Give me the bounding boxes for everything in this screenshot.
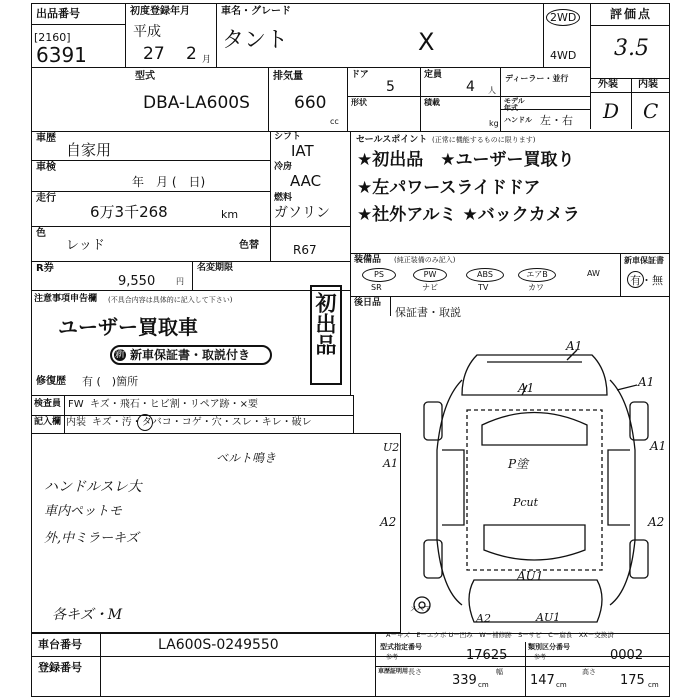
- equip-abs: ABS: [466, 268, 504, 282]
- grid-line: [350, 131, 351, 396]
- displacement-label: 排気量: [273, 71, 303, 82]
- inspection-fields: 年 月 ( 日): [132, 175, 206, 189]
- after-items-label: 後日品: [354, 298, 382, 308]
- warranty-badge: [110, 345, 272, 365]
- recycle-label: R券: [36, 263, 54, 274]
- selling-points-note: (正常に機能するものに限ります): [432, 136, 536, 144]
- notes-main: ユーザー買取車: [58, 315, 198, 339]
- inspector-label-bottom: 記入欄: [34, 417, 62, 427]
- after-items: 保証書・取説: [395, 306, 461, 319]
- length-value: 339: [452, 673, 477, 688]
- length-label: 長さ: [408, 668, 422, 676]
- history-label: 車歴: [36, 133, 56, 144]
- shift-value: IAT: [291, 142, 314, 160]
- inspector-label-top: 検査員: [34, 399, 62, 409]
- month-unit: 月: [202, 55, 212, 65]
- grade: X: [418, 28, 435, 56]
- lot-no-label: 出品番号: [36, 7, 80, 20]
- notes-label: 注意事項申告欄: [34, 294, 98, 304]
- displacement-value: 660: [294, 93, 327, 113]
- equip-sr: SR: [371, 283, 382, 292]
- damage-mark: A2: [380, 515, 397, 529]
- grid-line: [375, 633, 376, 697]
- selling-points-label: セールスポイント: [356, 135, 428, 145]
- damage-mark: A1: [566, 339, 583, 353]
- selling-point-line: ★左パワースライドドア: [357, 178, 541, 198]
- damage-mark: A1: [383, 457, 398, 470]
- ac-value: AAC: [290, 172, 322, 190]
- equip-tv: TV: [478, 283, 489, 292]
- reg-year: 27: [143, 44, 165, 64]
- class-number-label: 類別区分番号: [528, 643, 570, 651]
- color-change-label: 色替: [239, 240, 259, 251]
- capacity-label: 定員: [424, 70, 443, 80]
- exterior-grade: D: [603, 99, 620, 123]
- damage-mark: Pcut: [513, 496, 539, 509]
- grid-line: [31, 191, 270, 192]
- color-label: 色: [36, 228, 46, 239]
- grid-line: [420, 67, 421, 131]
- registration-label: 登録番号: [38, 661, 82, 674]
- height-value: 175: [620, 673, 645, 688]
- grid-line: [590, 92, 670, 93]
- model-code: DBA-LA600S: [143, 93, 250, 113]
- cc-unit: cc: [330, 117, 339, 126]
- grid-line: [31, 261, 350, 262]
- interior-inspect-items: キズ・汚・タバコ・コゲ・穴・スレ・キレ・破レ: [92, 417, 312, 428]
- recycle-fee: 9,550: [118, 274, 156, 289]
- selected-circle: [137, 414, 153, 431]
- first-listing-stamp: [310, 285, 342, 385]
- grid-line: [31, 160, 270, 161]
- color-value: レッド: [66, 238, 105, 253]
- grid-line: [268, 67, 269, 131]
- equip-pw: PW: [413, 268, 447, 282]
- repair-value: 有 ( )箇所: [82, 375, 139, 388]
- height-unit: cm: [648, 681, 659, 689]
- drive-4wd: 4WD: [550, 49, 577, 62]
- reg-month: 2: [186, 44, 197, 64]
- grid-line: [31, 395, 353, 396]
- shift-label: シフト: [274, 132, 302, 142]
- notes-sublabel: (不具合内容は具体的に記入して下さい): [108, 296, 233, 304]
- equipment-label: 装備品: [354, 255, 382, 265]
- handwritten-note: ハンドルスレ大: [44, 479, 142, 495]
- doors-value: 5: [386, 79, 395, 95]
- yen-unit: 円: [176, 277, 184, 286]
- score-value: 3.5: [614, 36, 649, 61]
- first-listing-text: 初出品: [313, 292, 337, 355]
- damage-mark: A2: [476, 612, 491, 625]
- history-value: 自家用: [66, 141, 112, 159]
- grid-line: [390, 296, 391, 316]
- grid-line: [31, 226, 350, 227]
- grid-line: [620, 253, 621, 296]
- chassis-number: LA600S-0249550: [158, 637, 279, 653]
- handle-label: ハンドル: [504, 116, 532, 124]
- dealer-label: ディーラー・並行: [505, 74, 569, 83]
- fuel-label: 燃料: [274, 193, 293, 203]
- grid-line: [31, 67, 590, 68]
- fw-items: キズ・飛石・ヒビ割・リペア跡・×要: [90, 399, 258, 410]
- score-label: 評価点: [610, 7, 653, 21]
- equip-leather: カワ: [528, 283, 544, 292]
- belt-note: ベルト鳴き: [216, 451, 277, 465]
- dim-label: 車歴証明用: [378, 668, 409, 675]
- drive-2wd: 2WD: [546, 9, 580, 26]
- grid-line: [31, 656, 670, 657]
- grid-line: [100, 633, 101, 697]
- damage-mark: U2: [383, 441, 400, 454]
- equip-airbag: エアB: [518, 268, 556, 282]
- grid-line: [631, 78, 632, 129]
- damage-mark: A1: [638, 375, 655, 389]
- kg-unit: kg: [489, 119, 499, 128]
- width-label: 幅: [496, 668, 503, 676]
- damage-mark: P塗: [508, 457, 529, 471]
- fw-label: FW: [68, 399, 84, 410]
- interior-inspect-label: 内装: [66, 417, 86, 428]
- new-warranty-label: 新車保証書: [624, 256, 664, 265]
- damage-mark: A1: [650, 439, 667, 453]
- equipment-note: (純正装備のみ記入): [394, 256, 456, 264]
- grid-line: [590, 3, 591, 129]
- grid-line: [64, 395, 65, 433]
- load-label: 積載: [424, 98, 440, 107]
- grid-line: [270, 131, 271, 261]
- interior-grade: C: [643, 99, 659, 123]
- name-change-label: 名変期限: [197, 263, 234, 273]
- lot-number: 6391: [36, 43, 87, 67]
- type-ref: 参考: [386, 654, 399, 661]
- grid-line: [525, 642, 526, 697]
- exterior-label: 外装: [598, 79, 618, 90]
- selling-point-line: ★初出品 ★ユーザー買取り: [357, 150, 575, 170]
- grid-line: [31, 290, 350, 291]
- mileage-value: 6万3千268: [90, 203, 168, 221]
- grid-line: [347, 67, 348, 131]
- damage-mark: A1: [518, 381, 535, 395]
- grid-line: [350, 253, 670, 254]
- grid-line: [590, 25, 670, 26]
- name-grade-label: 車名・グレード: [221, 6, 291, 17]
- color-code: R67: [293, 243, 317, 257]
- grid-line: [216, 3, 217, 67]
- badge-icon: 新: [115, 349, 125, 360]
- grid-line: [500, 67, 501, 131]
- grid-line: [192, 261, 193, 290]
- interior-label: 内装: [638, 79, 658, 90]
- repair-label: 修復歴: [36, 376, 66, 387]
- equip-navi: ナビ: [422, 283, 438, 292]
- class-ref: 参考: [534, 654, 547, 661]
- grid-line: [353, 395, 354, 433]
- handwritten-note: 各キズ・M: [52, 607, 123, 623]
- era: 平成: [133, 24, 161, 40]
- height-label: 高さ: [582, 668, 596, 676]
- handwritten-note: 外,中ミラーキズ: [44, 531, 139, 546]
- equip-aw: AW: [587, 269, 600, 278]
- selling-point-line: ★社外アルミ ★バックカメラ: [357, 205, 580, 225]
- car-diagram: [402, 340, 670, 632]
- damage-mark: A2: [648, 515, 665, 529]
- length-unit: cm: [478, 681, 489, 689]
- type-designation-label: 型式指定番号: [380, 643, 422, 651]
- ac-label: 冷房: [274, 162, 293, 172]
- grid-line: [347, 96, 590, 97]
- handle-options: 左・右: [540, 114, 573, 127]
- car-name: タント: [222, 28, 289, 53]
- damage-mark: AU1: [517, 569, 544, 583]
- person-unit: 人: [488, 86, 496, 95]
- fuel-value: ガソリン: [274, 205, 330, 221]
- new-warranty-options: 有・無: [630, 274, 663, 287]
- handwritten-note: 車内ペットモ: [44, 504, 123, 519]
- inspection-label: 車検: [36, 162, 56, 173]
- shape-label: 形状: [351, 98, 367, 107]
- type-number: 17625: [466, 648, 508, 663]
- class-number: 0002: [610, 648, 644, 663]
- mileage-label: 走行: [36, 193, 56, 204]
- grid-line: [543, 3, 544, 67]
- width-value: 147: [530, 673, 555, 688]
- capacity-value: 4: [466, 79, 475, 95]
- grid-line: [31, 415, 353, 416]
- warranty-selected-circle: [627, 271, 644, 288]
- grid-line: [125, 3, 126, 67]
- km-unit: km: [221, 208, 239, 221]
- grid-line: [31, 24, 125, 25]
- model-year-label: モデル 年式: [504, 97, 525, 112]
- badge-text: 新車保証書・取説付き: [130, 348, 251, 362]
- doors-label: ドア: [351, 70, 369, 80]
- spare-label: スペア: [410, 605, 431, 613]
- damage-legend: A－キズ E－エクボ U－凹み W－補修跡 S－サビ C－腐食 XX－交換済: [386, 631, 614, 639]
- width-unit: cm: [556, 681, 567, 689]
- damage-mark: AU1: [536, 611, 561, 624]
- equip-ps: PS: [362, 268, 396, 282]
- model-label: 型式: [135, 71, 155, 82]
- lot-code: [2160]: [34, 31, 71, 44]
- first-reg-label: 初度登録年月: [130, 6, 190, 17]
- grid-line: [350, 296, 670, 297]
- chassis-label: 車台番号: [38, 638, 82, 651]
- grid-line: [375, 666, 670, 667]
